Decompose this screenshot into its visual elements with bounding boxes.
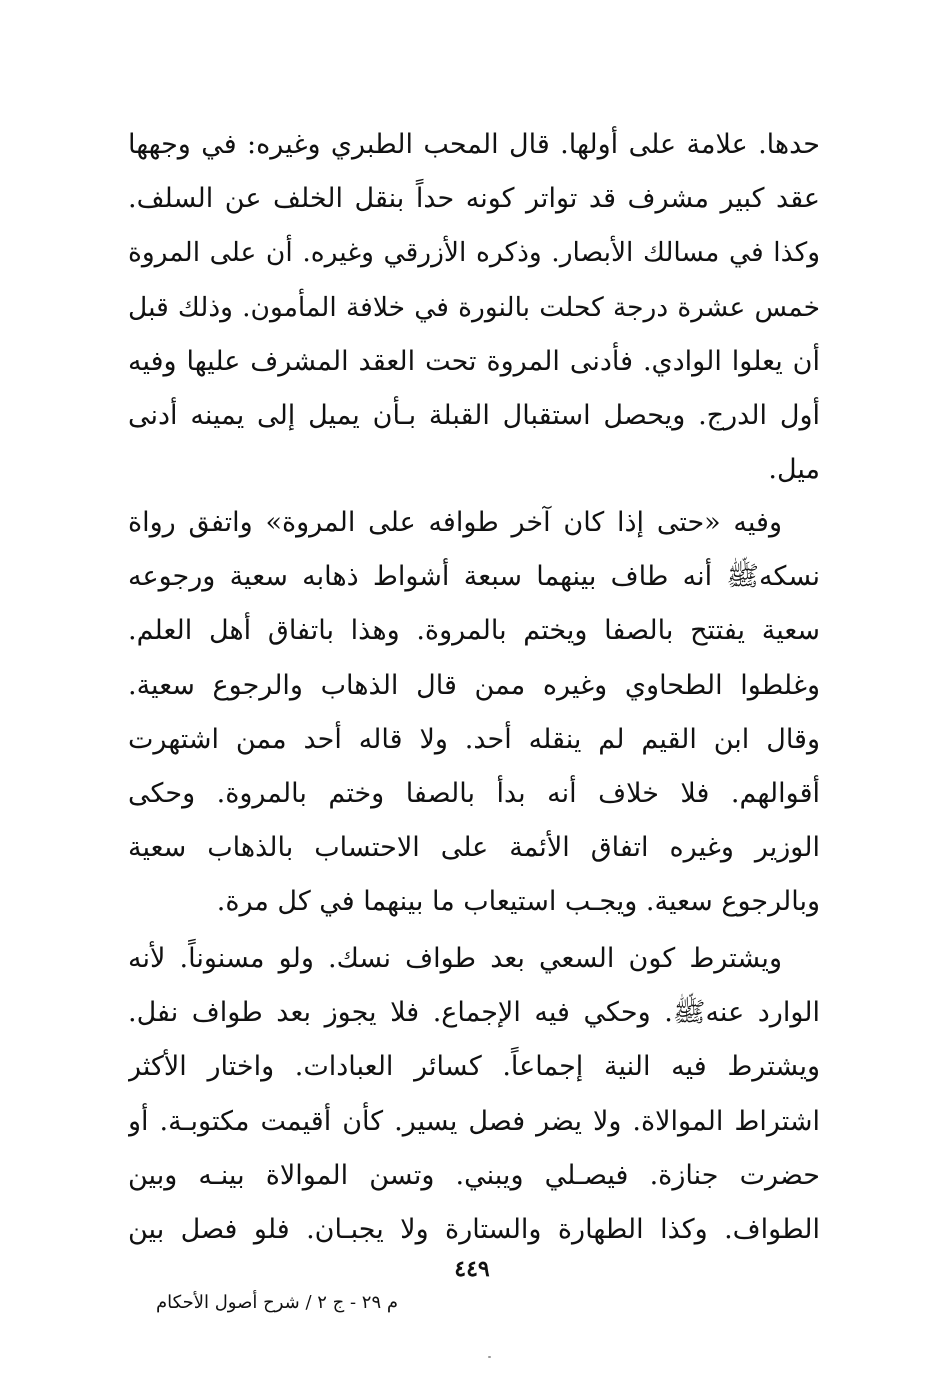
text-line: أن يعلوا الوادي. فأدنى المروة تحت العقد المشرف عليها وفيه: [128, 345, 820, 377]
text-line: وقال ابن القيم لم ينقله أحد. ولا قاله أحد ممن اشتهرت: [128, 723, 820, 755]
text-line: خمس عشرة درجة كحلت بالنورة في خلافة المأمون. وذلك قبل: [128, 291, 820, 323]
text-line: وبالرجوع سعية. ويجـب استيعاب ما بينهما في كل مرة.: [216, 886, 820, 918]
text-line: ويشترط فيه النية إجماعاً. كسائر العبادات. واختار الأكثر: [128, 1051, 820, 1083]
text-line: عقد كبير مشرف قد تواتر كونه حداً بنقل الخلف عن السلف.: [128, 183, 820, 215]
text-line: حضرت جنازة. فيصـلي ويبني. وتسن الموالاة بينـه وبين: [128, 1159, 820, 1191]
paragraph-1: [128, 118, 820, 497]
page-number: ٤٤٩: [454, 1256, 490, 1282]
text-line: نسكهﷺ أنه طاف بينهما سبعة أشواط ذهابه سعية ورجوعه: [128, 561, 820, 593]
paragraph-3: [128, 932, 820, 1257]
text-line: وغلطوا الطحاوي وغيره ممن قال الذهاب والرجوع سعية.: [128, 669, 820, 701]
text-line: وكذا في مسالك الأبصار. وذكره الأزرقي وغيره. أن على المروة: [128, 237, 820, 269]
footer-signature: م ٢٩ - ج ٢ / شرح أصول الأحكام: [156, 1292, 398, 1313]
text-line: حدها. علامة على أولها. قال المحب الطبري وغيره: في وجهها: [128, 129, 820, 160]
text-line: وفيه «حتى إذا كان آخر طوافه على المروة» واتفق رواة: [128, 507, 782, 538]
text-line: الطواف. وكذا الطهارة والستارة ولا يجبـان. فلو فصل بين: [128, 1213, 820, 1245]
text-line: أقوالهم. فلا خلاف أنه بدأ بالصفا وختم بالمروة. وحكى: [128, 777, 820, 809]
scan-speck: [488, 1356, 491, 1358]
text-line: اشتراط الموالاة. ولا يضر فصل يسير. كأن أقيمت مكتوبـة. أو: [128, 1105, 820, 1137]
paragraph-2: [128, 496, 820, 930]
text-line: ميل.: [768, 454, 820, 486]
text-line: أول الدرج. ويحصل استقبال القبلة بـأن يميل إلى يمينه أدنى: [128, 399, 820, 431]
text-line: ويشترط كون السعي بعد طواف نسك. ولو مسنوناً. لأنه: [128, 943, 782, 974]
text-line: الوزير وغيره اتفاق الأئمة على الاحتساب بالذهاب سعية: [128, 832, 820, 864]
text-line: سعية يفتتح بالصفا ويختم بالمروة. وهذا باتفاق أهل العلم.: [128, 615, 820, 647]
text-line: الوارد عنهﷺ. وحكي فيه الإجماع. فلا يجوز بعد طواف نفل.: [128, 997, 820, 1029]
